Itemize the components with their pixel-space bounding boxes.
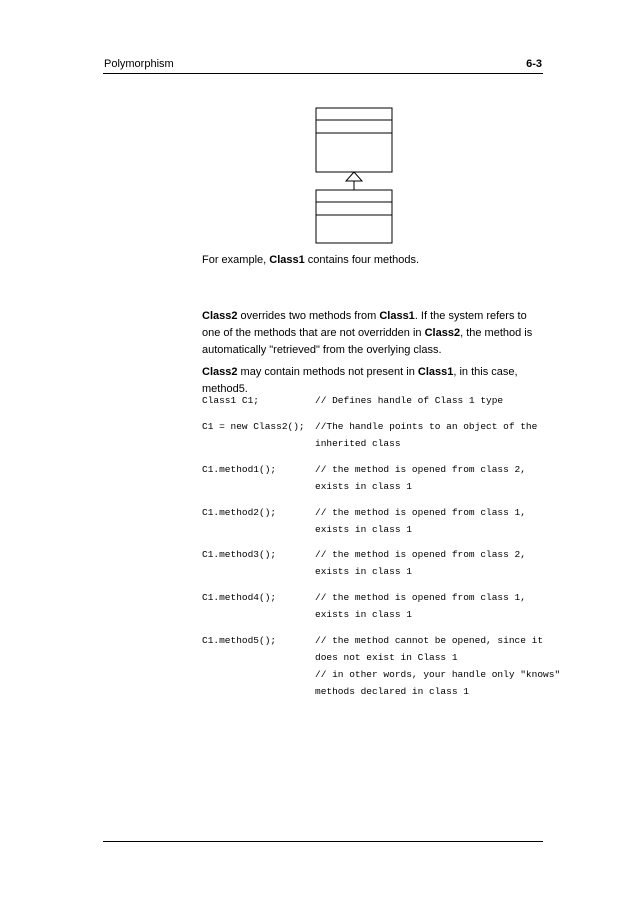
text-run: overrides two methods from <box>237 310 380 322</box>
code-comment: // the method is opened from class 1, exists in class 1 <box>315 592 526 620</box>
class-name: Class1 <box>269 254 305 266</box>
code-statement: C1.method5(); <box>202 635 277 646</box>
code-comment: // the method is opened from class 2, exists in class 1 <box>315 464 526 492</box>
text-run: , in this case, method5. <box>202 366 518 395</box>
footer-divider <box>103 841 543 842</box>
class-name: Class1 <box>417 366 454 378</box>
text-run: may contain methods not present in <box>237 366 418 378</box>
code-comment: // Defines handle of Class 1 type <box>315 395 504 406</box>
text-run: . If the system refers to one of the methods that are not overridden in <box>202 310 527 339</box>
uml-inheritance-diagram <box>300 100 400 250</box>
paragraph-example <box>202 252 547 269</box>
class-name: Class1 <box>379 310 415 322</box>
page-header-title: Polymorphism <box>104 58 174 70</box>
paragraph-overrides <box>202 308 547 359</box>
inheritance-arrow <box>346 172 362 190</box>
code-statement: C1.method1(); <box>202 464 277 475</box>
code-statement: Class1 C1; <box>202 395 260 406</box>
text-run: contains four methods. <box>304 254 420 266</box>
header-divider <box>103 73 543 74</box>
code-statement: C1.method2(); <box>202 507 277 518</box>
class2-box <box>316 190 392 243</box>
text-run: For example, <box>202 254 270 266</box>
text-run: , the method is automatically "retrieved" from the overlying class. <box>202 327 533 356</box>
code-statement: C1 = new Class2(); <box>202 421 305 432</box>
class-name: Class2 <box>202 366 238 378</box>
code-statement: C1.method4(); <box>202 592 277 603</box>
code-statement: C1.method3(); <box>202 549 277 560</box>
code-comment: // the method is opened from class 1, exists in class 1 <box>315 507 526 535</box>
class-name: Class2 <box>202 310 238 322</box>
class1-box <box>316 108 392 172</box>
code-comment: //The handle points to an object of the inherited class <box>315 421 538 449</box>
page-number: 6-3 <box>526 58 542 70</box>
class-name: Class2 <box>424 327 461 339</box>
code-comment: // the method is opened from class 2, exists in class 1 <box>315 549 526 577</box>
code-comment: // the method cannot be opened, since it does not exist in Class 1 // in other words, your handle only "knows" methods declared in class 1 <box>315 635 561 697</box>
